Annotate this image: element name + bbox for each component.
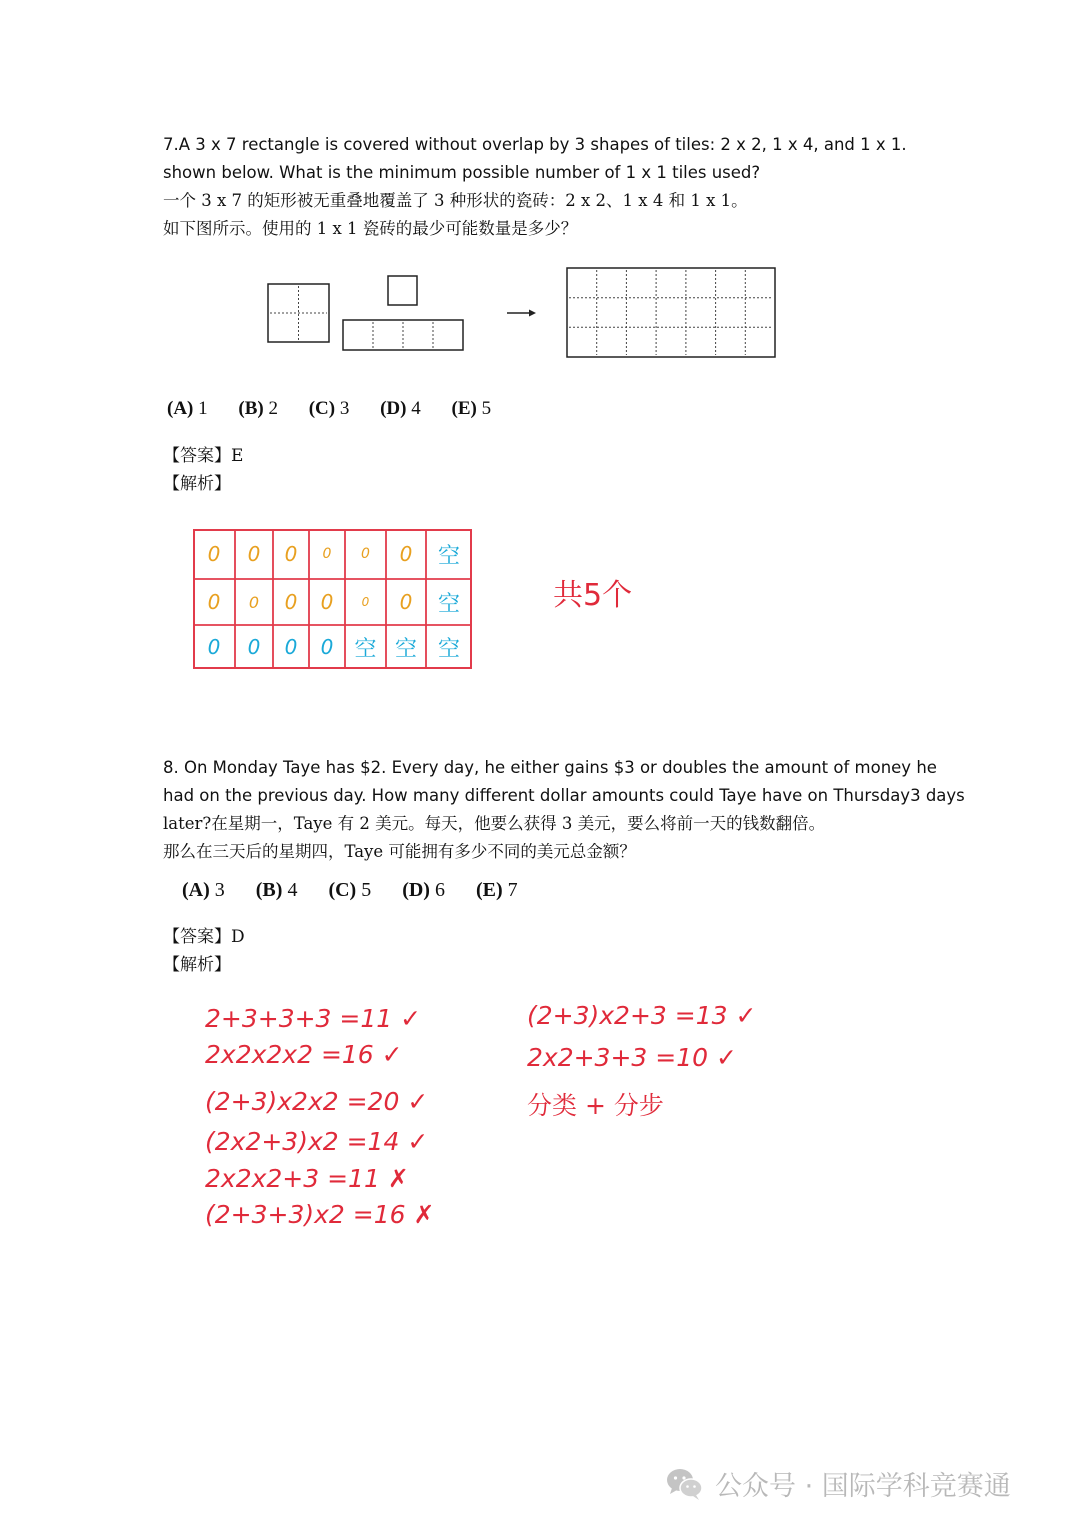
- grid-cell: 0: [247, 635, 261, 659]
- q8-work-right: [527, 996, 756, 1126]
- q7-choice-e: (E) 5: [451, 398, 492, 419]
- work-line: (2x2+3)x2 =14 ✓: [205, 1127, 429, 1156]
- q7-solution-grid: [193, 529, 472, 669]
- grid-cell: 空: [437, 636, 460, 662]
- work-line: (2+3)x2+3 =13 ✓: [527, 1001, 757, 1030]
- q8-choice-c: (C) 5: [328, 879, 372, 901]
- q7-tiles-diagram: [260, 262, 790, 366]
- work-line: 分类 + 分步: [527, 1091, 664, 1120]
- q8-choice-a: (A) 3: [182, 879, 225, 901]
- grid-cell: 0: [320, 590, 334, 614]
- q8-text-line3: later?在星期一，Taye 有 2 美元。每天，他要么获得 3 美元，要么将前一天的钱数翻倍。: [163, 814, 826, 833]
- q7-choice-c: (C) 3: [308, 398, 350, 419]
- q8-choice-d: (D) 6: [402, 879, 445, 901]
- work-line: 2x2x2+3 =11 ✗: [205, 1164, 409, 1193]
- grid-cell: 0: [361, 546, 370, 562]
- work-line: (2+3+3)x2 =16 ✗: [205, 1200, 435, 1229]
- q8-work-left: [205, 1002, 434, 1232]
- grid-cell: 空: [394, 636, 417, 662]
- grid-cell: 0: [320, 635, 334, 659]
- arrow-right-icon: [507, 310, 536, 317]
- q8-choice-e: (E) 7: [475, 879, 518, 901]
- q7-text-line1: 7.A 3 x 7 rectangle is covered without overlap by 3 shapes of tiles: 2 x 2, 1 x 4, and 1 x 1.: [163, 135, 907, 154]
- q7-choice-b: (B) 2: [238, 398, 278, 419]
- q8-text-line4: 那么在三天后的星期四，Taye 可能拥有多少不同的美元总金额？: [163, 842, 636, 861]
- tile-1x1: [388, 276, 417, 305]
- watermark: [665, 1464, 1011, 1503]
- q8-choice-b: (B) 4: [255, 879, 298, 901]
- q7-grid-note: 共5个: [553, 578, 633, 613]
- tile-1x4: [343, 320, 463, 350]
- q8-text-line1: 8. On Monday Taye has $2. Every day, he either gains $3 or doubles the amount of money he: [163, 758, 937, 777]
- grid-cell: 0: [207, 590, 221, 614]
- q8-choices: [182, 879, 544, 902]
- q8-text-line2: had on the previous day. How many different dollar amounts could Taye have on Thursday3 days: [163, 786, 965, 805]
- grid-cell: 0: [248, 592, 260, 612]
- work-line: 2+3+3+3 =11 ✓: [205, 1004, 422, 1033]
- grid-cell: 空: [354, 636, 377, 662]
- q7-text-line3: 一个 3 x 7 的矩形被无重叠地覆盖了 3 种形状的瓷砖：2 x 2、1 x 4 和 1 x 1。: [163, 191, 748, 210]
- grid-cell: 0: [247, 542, 261, 566]
- watermark-text: 公众号 · 国际学科竞赛通: [715, 1471, 1011, 1502]
- grid-cell: 空: [437, 591, 460, 617]
- q8-answer: 【答案】D: [163, 927, 245, 947]
- grid-cell: 0: [284, 542, 298, 566]
- work-line: (2+3)x2x2 =20 ✓: [205, 1087, 429, 1116]
- grid-cell: 0: [207, 635, 221, 659]
- grid-cell: 0: [361, 595, 370, 609]
- grid-cell: 0: [284, 590, 298, 614]
- grid-cell: 空: [437, 543, 460, 569]
- q7-choices: [167, 398, 517, 420]
- wechat-icon: [665, 1467, 705, 1501]
- grid-cell: 0: [322, 546, 332, 562]
- rectangle-3x7: [567, 268, 775, 357]
- grid-cell: 0: [399, 590, 413, 614]
- grid-cell: 0: [284, 635, 298, 659]
- tile-2x2: [268, 284, 329, 342]
- work-line: 2x2+3+3 =10 ✓: [527, 1043, 737, 1072]
- q8-analysis-label: 【解析】: [163, 955, 231, 975]
- q7-choice-a: (A) 1: [167, 398, 208, 419]
- grid-cell: 0: [399, 542, 413, 566]
- grid-cell: 0: [207, 542, 221, 566]
- q7-answer: 【答案】E: [163, 446, 244, 466]
- q7-text-line2: shown below. What is the minimum possible number of 1 x 1 tiles used?: [163, 163, 761, 182]
- q7-analysis-label: 【解析】: [163, 474, 231, 494]
- work-line: 2x2x2x2 =16 ✓: [205, 1040, 403, 1069]
- q7-text-line4: 如下图所示。使用的 1 x 1 瓷砖的最少可能数量是多少？: [163, 219, 578, 238]
- q7-choice-d: (D) 4: [380, 398, 421, 419]
